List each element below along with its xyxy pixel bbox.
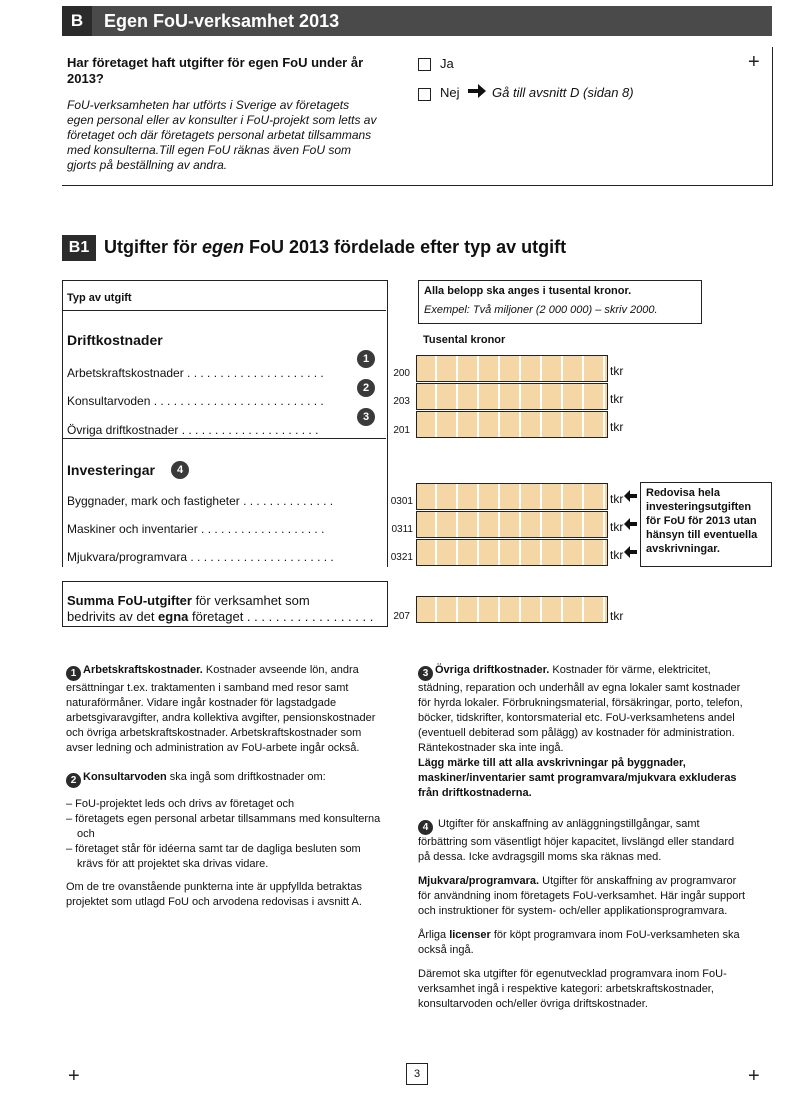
unit-tkr: tkr: [610, 364, 624, 378]
info-line-1: Alla belopp ska anges i tusental kronor.: [424, 285, 632, 297]
footnotes-right: [418, 663, 748, 1021]
unit-tkr: tkr: [610, 548, 624, 562]
row-label-mjukvara: Mjukvara/programvara . . . . . . . . . . . . . . . . . . . . . .: [67, 550, 334, 564]
note-number-3: 3: [357, 408, 375, 426]
list-item: – företagets egen personal arbetar tillsammans med konsulterna och: [66, 813, 381, 840]
b1-title-pre: Utgifter för: [104, 237, 202, 257]
list-item: – företaget står för idéerna samt tar de dagliga besluten som krävs för att projektet ska drivas vidare.: [66, 843, 361, 870]
question-note: FoU-verksamheten har utförts i Sverige av företagets egen personal eller av konsulter i FoU-projekt som letts av företaget och där företagets personal arbetat tillsammans med konsulterna.Till egen FoU räknas även FoU som gjorts på beställning av andra.: [67, 98, 377, 172]
unit-tkr: tkr: [610, 392, 624, 406]
row-code-0301: 0301: [390, 496, 413, 507]
sum-label-text: för verksamhet som: [191, 593, 310, 608]
footnote-2-title: Konsultarvoden: [83, 771, 167, 783]
footnote-4-license-bold: licenser: [449, 929, 491, 941]
row-code-201: 201: [393, 425, 410, 436]
section-b-letter: B: [62, 6, 92, 36]
list-item: – FoU-projektet leds och drivs av företaget och: [66, 798, 295, 810]
sum-label-bold: Summa FoU-utgifter: [67, 593, 192, 608]
note-number-1: 1: [357, 350, 375, 368]
b1-badge: B1: [62, 235, 96, 261]
footnote-4-license-pre: Årliga: [418, 929, 450, 941]
footnote-1-title: Arbetskraftskostnader.: [83, 664, 203, 676]
question-text: Har företaget haft utgifter för egen FoU under år 2013?: [67, 55, 364, 86]
plus-mark-icon: +: [748, 51, 760, 73]
footnote-3-text: Kostnader för värme, elektricitet, städning, reparation och underhåll av egna lokaler samt kostnader för hyrda lokaler. Förbrukningsmaterial, försäkringar, porto, telefon, böcker, tidskrifter, kontorsmaterial etc. FoU-verksamhetens andel (eventuell debiterad som pålägg) av kostnader för administration. Räntekostnader ska inte ingå.: [418, 664, 743, 754]
footnote-4-software-title: Mjukvara/programvara.: [418, 875, 540, 887]
amount-input-0301[interactable]: [416, 483, 608, 510]
footnote-3-bold: Lägg märke till att alla avskrivningar på byggnader, maskiner/inventarier samt programvara/mjukvara exkluderas från driftkostnaderna.: [418, 757, 737, 799]
goto-instruction: Gå till avsnitt D (sidan 8): [492, 85, 634, 100]
plus-mark-icon: +: [748, 1065, 760, 1087]
amount-input-0311[interactable]: [416, 511, 608, 538]
note-number-4: 4: [418, 820, 433, 835]
unit-tkr: tkr: [610, 520, 624, 534]
arrow-left-icon: [624, 545, 638, 562]
checkbox-ja[interactable]: [418, 58, 431, 71]
plus-mark-icon: +: [68, 1065, 80, 1087]
amount-input-0321[interactable]: [416, 539, 608, 566]
sum-label-text-3: företaget . . . . . . . . . . . . . . . . . .: [188, 609, 374, 624]
note-number-2: 2: [66, 773, 81, 788]
label-ja: Ja: [440, 56, 454, 71]
row-code-207: 207: [393, 611, 410, 622]
footnote-4-own-software: Däremot ska utgifter för egenutvecklad programvara inom FoU-verksamhet ingå i respektive kategori: arbetskraftskostnader, konsultarvoden och/eller övriga driftskostnader.: [418, 968, 727, 1010]
page-number: 3: [406, 1063, 428, 1085]
label-nej: Nej: [440, 85, 460, 100]
table-header-label: Typ av utgift: [67, 292, 132, 304]
footnotes-left: [66, 663, 388, 919]
b1-title: [104, 237, 566, 258]
group-investeringar: Investeringar: [67, 462, 155, 478]
note-number-4: 4: [171, 461, 189, 479]
footnote-3-title: Övriga driftkostnader.: [435, 664, 550, 676]
row-code-0321: 0321: [390, 552, 413, 563]
row-label-arbetskraft: Arbetskraftskostnader . . . . . . . . . . . . . . . . . . . . .: [67, 366, 324, 380]
footnote-1-text: Kostnader avseende lön, andra ersättningar t.ex. traktamenten i samband med resor samt naturaförmåner. Vidare ingår kostnader för lagstadgade arbetsgivaravgifter, andra kollektiva avgifter, pensionskostnader och övriga arbetskraftskostnader. Arbetskraftskostnader som avser ledning och administration av FoU-arbete ingår också.: [66, 664, 376, 754]
amount-input-203[interactable]: [416, 383, 608, 410]
footnote-4-software-text: Utgifter för anskaffning av programvaror för användning inom företagets FoU-verksamhet. Här ingår support och instruktioner för system- och/eller applikationsprogramvara.: [418, 875, 746, 917]
investment-note: Redovisa hela investeringsutgiften för FoU för 2013 utan hänsyn till eventuella avskrivningar.: [646, 487, 758, 555]
b1-title-post: FoU 2013 fördelade efter typ av utgift: [244, 237, 567, 257]
footnote-2-after: Om de tre ovanstående punkterna inte är uppfyllda betraktas projektet som utlagd FoU och arvodena redovisas i avsnitt A.: [66, 881, 362, 908]
footnote-4-text: Utgifter för anskaffning av anläggningstillgångar, samt förbättring som väsentligt höjer kapacitet, livslängd eller standard på dessa. Icke avdragsgill moms ska räknas med.: [418, 818, 735, 863]
arrow-left-icon: [624, 489, 638, 506]
row-label-ovriga: Övriga driftkostnader . . . . . . . . . . . . . . . . . . . . .: [67, 423, 319, 437]
arrow-right-icon: [467, 83, 487, 104]
sum-label-bold-2: egna: [158, 609, 189, 624]
note-number-3: 3: [418, 666, 433, 681]
sum-label-text-2: bedrivits av det: [67, 609, 159, 624]
footnote-2-list: [66, 797, 388, 872]
note-number-2: 2: [357, 379, 375, 397]
group-driftkostnader: Driftkostnader: [67, 332, 163, 348]
checkbox-nej[interactable]: [418, 88, 431, 101]
note-number-1: 1: [66, 666, 81, 681]
info-line-2: Exempel: Två miljoner (2 000 000) – skriv 2000.: [424, 304, 658, 316]
unit-tkr: tkr: [610, 492, 624, 506]
unit-header: Tusental kronor: [423, 334, 506, 346]
arrow-left-icon: [624, 517, 638, 534]
footnote-4-license-post: för köpt programvara inom FoU-verksamheten ska också ingå.: [418, 929, 740, 956]
section-b-title: Egen FoU-verksamhet 2013: [104, 11, 340, 31]
row-code-203: 203: [393, 396, 410, 407]
unit-tkr: tkr: [610, 420, 624, 434]
row-code-200: 200: [393, 368, 410, 379]
amount-input-207[interactable]: [416, 596, 608, 623]
amount-input-200[interactable]: [416, 355, 608, 382]
sum-label: [67, 593, 387, 625]
row-code-0311: 0311: [391, 524, 413, 535]
divider: [62, 438, 386, 439]
row-label-byggnader: Byggnader, mark och fastigheter . . . . . . . . . . . . . .: [67, 494, 334, 508]
row-label-maskiner: Maskiner och inventarier . . . . . . . . . . . . . . . . . . .: [67, 522, 325, 536]
footnote-2-text: ska ingå som driftkostnader om:: [166, 771, 326, 783]
amount-input-201[interactable]: [416, 411, 608, 438]
unit-tkr: tkr: [610, 609, 624, 623]
b1-title-em: egen: [202, 237, 245, 257]
row-label-konsultarvoden: Konsultarvoden . . . . . . . . . . . . . . . . . . . . . . . . . .: [67, 394, 324, 408]
